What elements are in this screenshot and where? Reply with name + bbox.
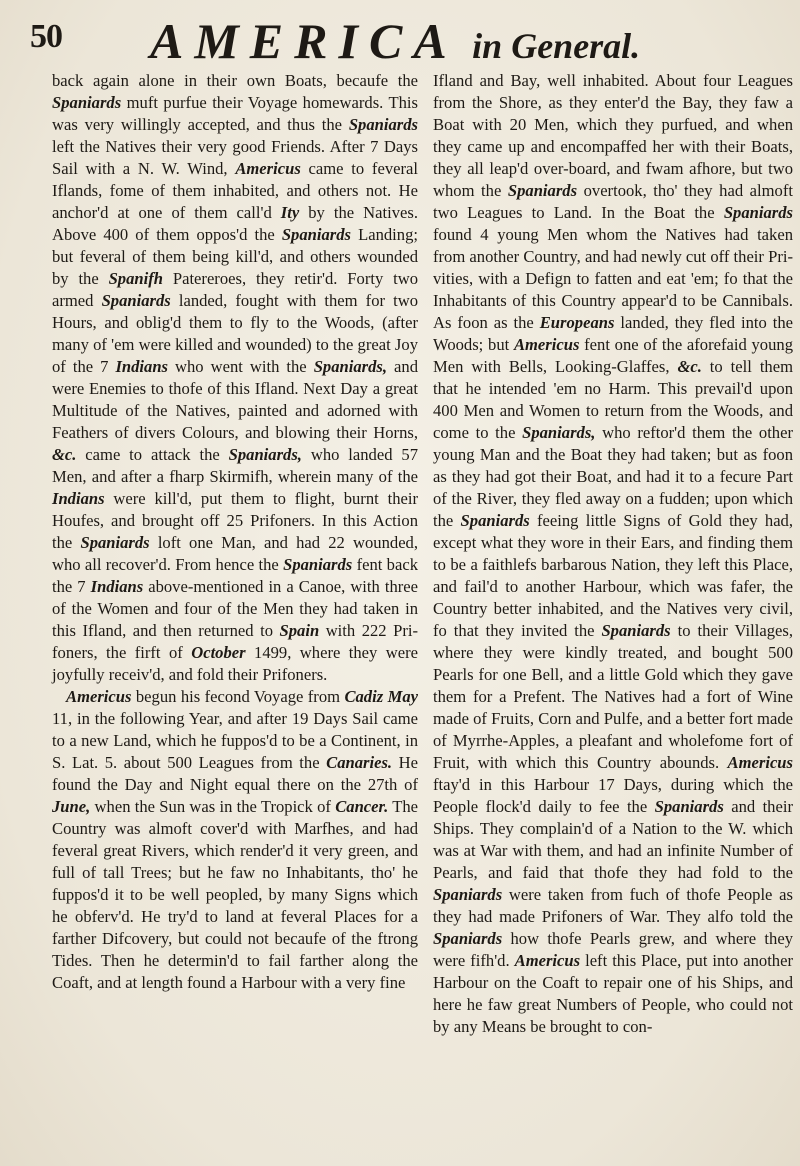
italic-name: October (191, 643, 246, 662)
italic-name: Cancer. (335, 797, 389, 816)
italic-name: Spanifh (108, 269, 163, 288)
text-run: with 222 Prifoners, the firft of (52, 621, 418, 662)
text-run: muft purfue their Voyage homewards. This was very willingly accepted, and thus the (52, 93, 418, 134)
italic-name: Indians (52, 489, 105, 508)
text-run: overtook, tho' they had almoft two Leagues to Land. In the Boat the (433, 181, 793, 222)
text-run: came to feveral Iflands, fome of them inhabited, and others not. He anchor'd at one of them call'd (52, 159, 418, 222)
italic-name: Spaniards (654, 797, 724, 816)
text-run: to tell them that he intended 'em no Harm. This prevail'd upon 400 Men and Women to return from the Woods, and come to the (433, 357, 793, 442)
italic-name: Spaniards, (228, 445, 302, 464)
text-run: landed, they fled into the Woods; but (433, 313, 793, 354)
text-run: were taken from fuch of thofe People as they had made Prifoners of War. They alfo told the (433, 885, 793, 926)
italic-name: Indians (90, 577, 144, 596)
italic-name: Spaniards (80, 533, 150, 552)
italic-name: Spaniards (433, 885, 503, 904)
italic-name: Spaniards (283, 555, 353, 574)
text-run: Ifland and Bay, well inhabited. About four Leagues from the Shore, as they enter'd the Bay, they faw a Boat with 20 Men, which they purfued, and when they came up and encompaffed her with their Boats, they all leap'd over-board, and fwam afhore, but two whom the (433, 71, 793, 200)
text-run: left this Place, put into another Harbour on the Coaft to repair one of his Ships, and here he faw great Numbers of People, who could not by any Means be brought to con- (433, 951, 793, 1036)
text-run: came to attack the (76, 445, 229, 464)
italic-name: Americus (513, 335, 580, 354)
italic-name: Canaries. (326, 753, 393, 772)
text-run: to their Villages, where they were kindly treated, and bought 500 Pearls for one Bell, and a little Gold which they gave them for a Prefent. The Natives had a fort of Wine made of Fruits, Corn and Pulfe, and a better fort made of Myrrhe-Apples, a pleafant and wholefome fort of Fruit, with which this Country abounds. (433, 621, 793, 772)
italic-name: &c. (677, 357, 702, 376)
italic-name: Spaniards (433, 929, 503, 948)
text-run: landed, fought with them for two Hours, and oblig'd them to fly to the Woods, (after many of 'em were killed and wounded) to the great Joy of the 7 (52, 291, 419, 376)
text-run: and their Ships. They complain'd of a Nation to the W. which was at War with them, and had an infinite Number of Pearls, and faid that thofe they had fold to the (433, 797, 793, 882)
italic-name: Americus (235, 159, 301, 178)
italic-name: Spaniards (52, 93, 122, 112)
text-run: when the Sun was in the Tropick of (90, 797, 336, 816)
italic-name: Spaniards (601, 621, 671, 640)
text-run: how thofe Pearls grew, and where they were fifh'd. (433, 929, 793, 970)
italic-name: Indians (115, 357, 169, 376)
text-run: above-mentioned in a Canoe, with three of the Women and four of the Men they had taken in this Ifland, and then returned to (52, 577, 419, 640)
text-run: feeing little Signs of Gold they had, except what they wore in their Ears, and finding them to be a faithlefs barbarous Nation, they left this Place, and fail'd to another Harbour, which was fafer, the Country better inhabited, and the Natives very civil, fo that they invited the (433, 511, 794, 640)
text-run: who went with the (168, 357, 314, 376)
italic-name: Americus (727, 753, 793, 772)
italic-name: Spaniards (460, 511, 530, 530)
running-head-title: AMERICA (150, 13, 458, 69)
text-run: who reftor'd them the other young Man and the Boat they had taken; but as foon as they had got their Boat, and had it to a fecure Part of the River, they fled away on a fudden; upon which the (433, 423, 793, 530)
italic-name: Spaniards (281, 225, 351, 244)
right-text-column (433, 70, 793, 1038)
text-run: The Country was almoft cover'd with Marfhes, and had feveral great Rivers, which render'd it very green, and full of tall Trees; but he faw no Inhabitants, tho' he fuppos'd it to be well peopled, by many Signs which he obferv'd. He try'd to land at feveral Places for a farther Difcovery, but could not becaufe of the ftrong Tides. Then he determin'd to fail farther along the Coaft, and at length found a Harbour with a very fine (52, 797, 419, 992)
text-run: fent one of the aforefaid young Men with Bells, Looking-Glaffes, (433, 335, 793, 376)
text-run: back again alone in their own Boats, becaufe the (52, 71, 418, 90)
italic-name: Spaniards (348, 115, 418, 134)
text-run: He found the Day and Night equal there on the 27th of (52, 753, 419, 794)
text-run: loft one Man, and had 22 wounded, who all recover'd. From hence the (52, 533, 418, 574)
running-head (150, 12, 770, 70)
page-header (30, 12, 770, 74)
text-run: left the Natives their very good Friends. After 7 Days Sail with a N. W. Wind, (52, 137, 418, 178)
text-run: and were Enemies to thofe of this Ifland. Next Day a great Multitude of the Natives, painted and adorned with Feathers of divers Colours, and blowing their Horns, (52, 357, 418, 442)
italic-name: Spaniards (723, 203, 793, 222)
text-run: Patereroes, they retir'd. Forty two armed (52, 269, 418, 310)
italic-name: Ity (280, 203, 300, 222)
italic-name: Spain (279, 621, 320, 640)
text-run: Landing; but feveral of them being kill'd, and others wounded by the (52, 225, 418, 288)
italic-name: Cadiz May (344, 687, 418, 706)
italic-name: June, (52, 797, 91, 816)
text-run: by the Natives. Above 400 of them oppos'd the (52, 203, 419, 244)
italic-name: Americus (514, 951, 581, 970)
text-run: fent back the 7 (52, 555, 418, 596)
italic-name: Americus (66, 687, 132, 706)
italic-name: Spaniards, (313, 357, 388, 376)
text-run: were kill'd, put them to flight, burnt their Houfes, and brought off 25 Prifoners. In this Action the (52, 489, 418, 552)
italic-name: Spaniards, (522, 423, 596, 442)
italic-name: Europeans (539, 313, 615, 332)
paragraph (433, 70, 793, 1038)
left-text-column (52, 70, 418, 994)
text-run: 11, in the following Year, and after 19 Days Sail came to a new Land, which he fuppos'd to be a Continent, in S. Lat. 5. about 500 Leagues from the (52, 709, 418, 772)
italic-name: Spaniards (507, 181, 578, 200)
italic-name: &c. (52, 445, 77, 464)
italic-name: Spaniards (101, 291, 171, 310)
text-run: found 4 young Men whom the Natives had taken from another Country, and had newly cut off their Privities, with a Defign to fatten and eat 'em; fo that the Inhabitants of this Country appear'd to be Cannibals. As foon as the (433, 225, 793, 332)
paragraph (52, 686, 418, 994)
text-run: ftay'd in this Harbour 17 Days, during which the People flock'd daily to fee the (433, 775, 793, 816)
page-number: 50 (30, 18, 62, 55)
text-run: begun his fecond Voyage from (131, 687, 345, 706)
paragraph (52, 70, 418, 686)
text-run: who landed 57 Men, and after a fharp Skirmifh, wherein many of the (52, 445, 418, 486)
text-run: 1499, where they were joyfully receiv'd, and fold their Prifoners. (52, 643, 418, 684)
running-head-subtitle: in General. (472, 26, 641, 66)
